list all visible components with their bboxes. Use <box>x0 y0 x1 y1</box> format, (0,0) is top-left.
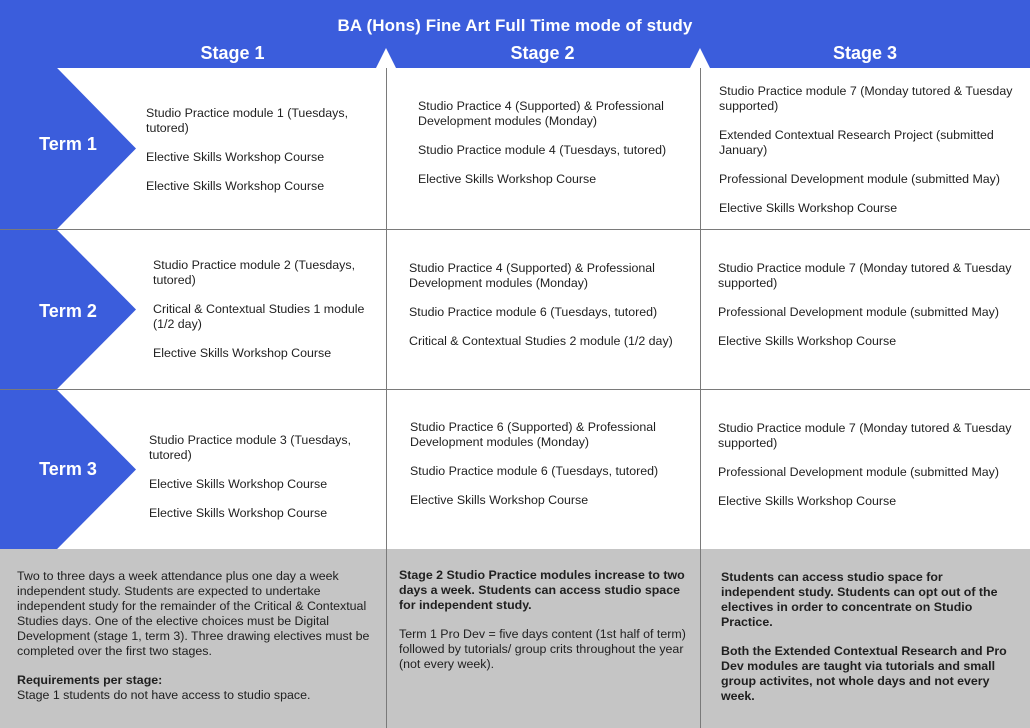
module-item: Studio Practice 6 (Supported) & Professional Development modules (Monday) <box>410 420 656 449</box>
cell-term3-stage2 <box>410 420 690 508</box>
module-item: Studio Practice module 1 (Tuesdays, tutored) <box>146 106 349 135</box>
module-item: Studio Practice 4 (Supported) & Professional Development modules (Monday) <box>409 261 655 290</box>
stage-2-heading: Stage 2 <box>510 43 575 63</box>
module-item: Professional Development module (submitted May) <box>719 172 1000 186</box>
module-item: Studio Practice module 6 (Tuesdays, tutored) <box>409 305 658 319</box>
cell-term1-stage2 <box>418 99 688 187</box>
module-item: Elective Skills Workshop Course <box>718 494 897 508</box>
cell-term3-stage1 <box>149 433 379 521</box>
module-item: Studio Practice module 7 (Monday tutored & Tuesday supported) <box>718 261 1012 290</box>
module-item: Elective Skills Workshop Course <box>418 172 597 186</box>
module-item: Studio Practice 4 (Supported) & Professional Development modules (Monday) <box>418 99 664 128</box>
module-item: Elective Skills Workshop Course <box>146 179 325 193</box>
cell-term1-stage3 <box>719 84 1019 216</box>
cell-term1-stage1 <box>146 106 376 194</box>
stage-1-requirements: Stage 1 students do not have access to studio space. <box>17 688 311 702</box>
term-3-label: Term 3 <box>39 459 97 479</box>
footer-stage-3-notes <box>721 570 1016 718</box>
row-divider-2 <box>0 389 1030 390</box>
cell-term3-stage3 <box>718 421 1023 509</box>
term-1-label: Term 1 <box>39 134 97 154</box>
module-item: Elective Skills Workshop Course <box>410 493 589 507</box>
cell-term2-stage3 <box>718 261 1023 349</box>
module-item: Elective Skills Workshop Course <box>153 346 332 360</box>
module-item: Critical & Contextual Studies 1 module (1/2 day) <box>153 302 365 331</box>
term-2-label: Term 2 <box>39 301 97 321</box>
stage-3-bold-note-1: Students can access studio space for independent study. Students can opt out of the electives in order to concentrate on Studio Practice. <box>721 570 998 629</box>
module-item: Studio Practice module 7 (Monday tutored & Tuesday supported) <box>719 84 1013 113</box>
header-notch-stage-3 <box>690 48 710 68</box>
footer-divider-1 <box>386 549 387 728</box>
module-item: Studio Practice module 2 (Tuesdays, tutored) <box>153 258 356 287</box>
module-item: Elective Skills Workshop Course <box>149 477 328 491</box>
module-item: Extended Contextual Research Project (submitted January) <box>719 128 994 157</box>
row-divider-1 <box>0 229 1030 230</box>
stage-2-note: Term 1 Pro Dev = five days content (1st half of term) followed by tutorials/ group crits throughout the year (not every week). <box>399 627 686 671</box>
footer-stage-1-notes <box>17 569 375 717</box>
stage-2-bold-note: Stage 2 Studio Practice modules increase to two days a week. Students can access studio space for independent study. <box>399 568 685 612</box>
stage-3-bold-note-2: Both the Extended Contextual Research and Pro Dev modules are taught via tutorials and small group activites, not whole days and not every week. <box>721 644 1007 703</box>
module-item: Studio Practice module 3 (Tuesdays, tutored) <box>149 433 352 462</box>
header-banner <box>0 0 1030 68</box>
module-item: Elective Skills Workshop Course <box>719 201 898 215</box>
module-item: Studio Practice module 6 (Tuesdays, tutored) <box>410 464 659 478</box>
module-item: Elective Skills Workshop Course <box>146 150 325 164</box>
module-item: Studio Practice module 7 (Monday tutored & Tuesday supported) <box>718 421 1012 450</box>
stage-1-heading: Stage 1 <box>200 43 265 63</box>
requirements-heading: Requirements per stage: <box>17 673 163 687</box>
footer-stage-2-notes <box>399 568 689 686</box>
stage-1-intro: Two to three days a week attendance plus one day a week independent study. Students are expected to undertake independent study for the remainder of the Critical & Contextual Studies days. One of the elective choices must be Digital Development (stage 1, term 3). Three drawing electives must be completed over the first two stages. <box>17 569 370 658</box>
module-item: Professional Development module (submitted May) <box>718 305 999 319</box>
cell-term2-stage1 <box>153 258 378 361</box>
cell-term2-stage2 <box>409 261 689 349</box>
module-item: Professional Development module (submitted May) <box>718 465 999 479</box>
module-item: Studio Practice module 4 (Tuesdays, tutored) <box>418 143 667 157</box>
page-title: BA (Hons) Fine Art Full Time mode of study <box>337 16 693 35</box>
stage-3-heading: Stage 3 <box>832 43 898 63</box>
header-notch-stage-2 <box>376 48 396 68</box>
module-item: Elective Skills Workshop Course <box>149 506 328 520</box>
module-item: Elective Skills Workshop Course <box>718 334 897 348</box>
footer-divider-2 <box>700 549 701 728</box>
module-item: Critical & Contextual Studies 2 module (1/2 day) <box>409 334 673 348</box>
